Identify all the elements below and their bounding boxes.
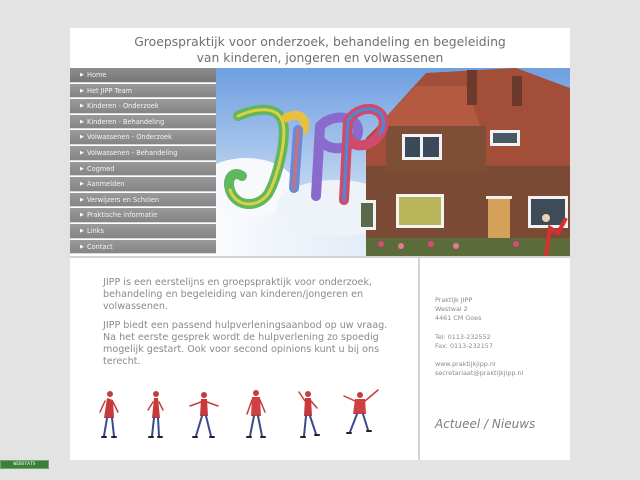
triangle-right-icon: ▶	[80, 228, 84, 234]
nav-item-team[interactable]	[70, 84, 216, 99]
intro-paragraph-1: JIPP is een eerstelijns en groepspraktijk voor onderzoek, behandeling en begeleiding van kinderen/jongeren en volwassenen.	[103, 277, 373, 313]
nav-item-label: Kinderen - Onderzoek	[87, 102, 159, 111]
nav-item-kinderen-onderzoek[interactable]	[70, 99, 216, 114]
triangle-right-icon: ▶	[80, 181, 84, 188]
nav-item-label: Het JIPP Team	[87, 86, 133, 95]
email-link[interactable]: secretariaat@praktijkjipp.nl	[435, 369, 524, 378]
triangle-right-icon: ▶	[80, 87, 84, 94]
nav-item-label: Links	[87, 227, 104, 235]
nav-item-links[interactable]	[70, 224, 216, 239]
nav-item-contact[interactable]	[70, 240, 216, 255]
nav-item-label: Aanmelden	[87, 180, 125, 189]
nav-item-label: Cogmed	[87, 164, 115, 173]
nav-item-aanmelden[interactable]	[70, 177, 216, 192]
contact-block	[435, 296, 565, 378]
nav-item-volwassenen-behandeling[interactable]	[70, 146, 216, 161]
dancing-figures-illustration	[98, 388, 388, 448]
triangle-right-icon: ▶	[80, 134, 84, 141]
header-banner-image	[216, 68, 570, 256]
triangle-right-icon: ▶	[80, 150, 84, 156]
site-header	[70, 28, 570, 68]
vertical-divider	[418, 258, 420, 460]
main-nav	[70, 68, 216, 256]
triangle-right-icon: ▶	[80, 243, 84, 250]
news-link[interactable]: Actueel / Nieuws	[435, 417, 536, 431]
house-and-logo-illustration	[216, 68, 570, 256]
contact-city: 4461 CM Goes	[435, 314, 482, 323]
nav-item-volwassenen-onderzoek[interactable]	[70, 130, 216, 145]
nav-item-label: Volwassenen - Behandeling	[87, 149, 178, 157]
triangle-right-icon: ▶	[80, 212, 84, 219]
nav-item-praktische-informatie[interactable]	[70, 208, 216, 223]
nav-item-verwijzers[interactable]	[70, 193, 216, 208]
nav-item-label: Contact	[87, 242, 113, 251]
nav-item-label: Home	[87, 71, 107, 79]
contact-tel: Tel: 0113-232552	[435, 332, 491, 341]
nav-item-label: Praktische informatie	[87, 211, 158, 220]
intro-text	[103, 277, 393, 374]
contact-fax: Fax: 0113-232157	[435, 341, 493, 350]
nav-item-cogmed[interactable]	[70, 162, 216, 177]
page	[70, 28, 570, 460]
contact-name: Praktijk JIPP	[435, 296, 473, 304]
triangle-right-icon: ▶	[80, 196, 84, 203]
nav-item-home[interactable]	[70, 68, 216, 83]
triangle-right-icon: ▶	[80, 165, 84, 172]
triangle-right-icon: ▶	[80, 103, 84, 110]
intro-paragraph-2: JIPP biedt een passend hulpverleningsaanbod op uw vraag. Na het eerste gesprek wordt de hulpverlening zo spoedig mogelijk gestart. Ook voor second opinions kunt u bij ons terecht.	[103, 319, 388, 368]
nav-item-kinderen-behandeling[interactable]	[70, 115, 216, 130]
nav-item-label: Volwassenen - Onderzoek	[87, 133, 172, 142]
triangle-right-icon: ▶	[80, 72, 84, 78]
website-link[interactable]: www.praktijkjipp.nl	[435, 360, 496, 369]
dancing-figures-icon	[98, 388, 388, 448]
contact-street: Westwal 2	[435, 305, 468, 314]
nav-item-label: Verwijzers en Scholen	[87, 195, 160, 204]
header-title-line-2: van kinderen, jongeren en volwassenen	[196, 50, 444, 65]
triangle-right-icon: ▶	[80, 118, 84, 125]
webstats-badge[interactable]: WEBSTATS	[0, 460, 49, 469]
header-title-line-1: Groepspraktijk voor onderzoek, behandeling en begeleiding	[134, 34, 506, 49]
nav-item-label: Kinderen - Behandeling	[87, 117, 165, 126]
horizontal-divider	[70, 256, 570, 258]
